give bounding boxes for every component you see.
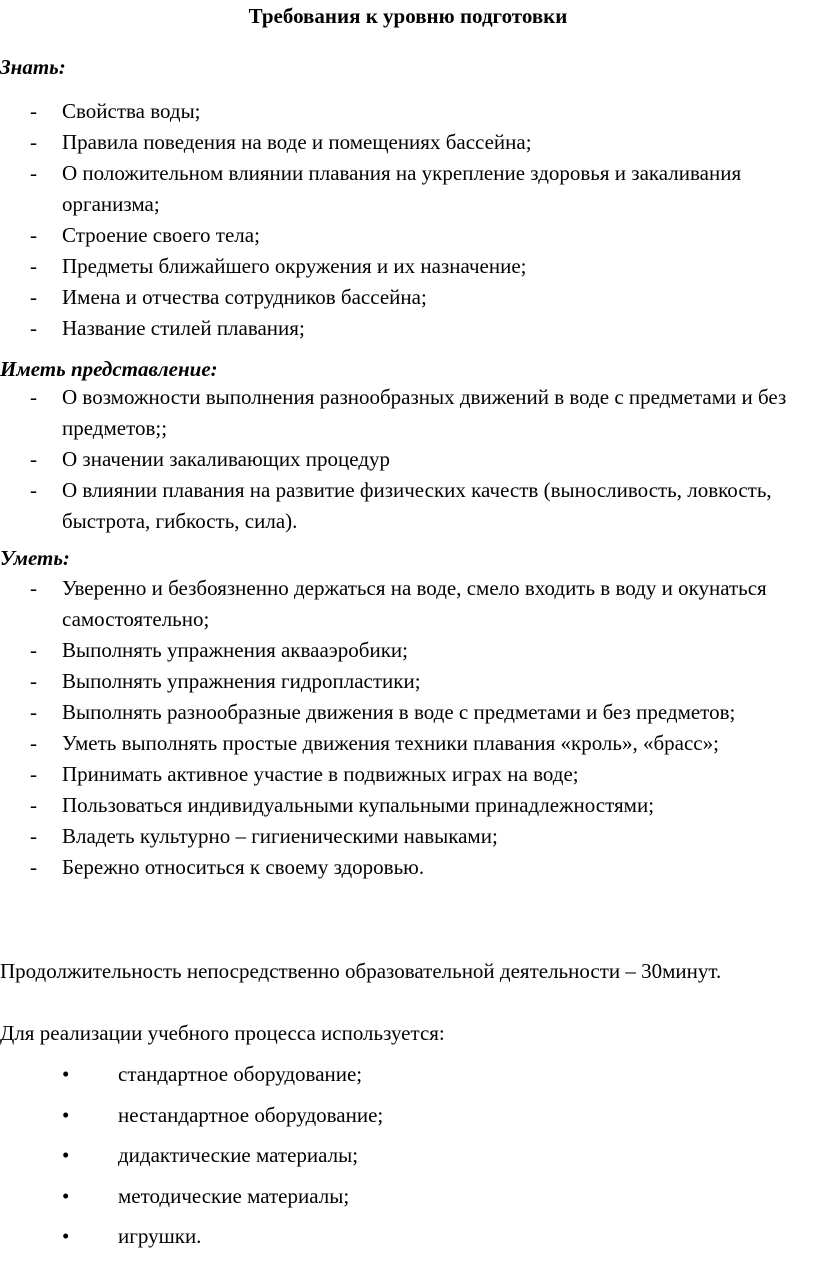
list-item: - Уверенно и безбоязненно держаться на воде, смело входить в воду и окунаться самостоятельно;	[0, 573, 800, 635]
list-item: • дидактические материалы;	[0, 1142, 383, 1168]
know-list	[0, 96, 800, 344]
equipment-list	[0, 1061, 383, 1264]
list-item: - Выполнять разнообразные движения в воде с предметами и без предметов;	[0, 697, 800, 728]
section-heading-can: Уметь:	[0, 546, 70, 570]
idea-list	[0, 382, 800, 537]
list-item: • игрушки.	[0, 1223, 383, 1249]
list-item: - Свойства воды;	[0, 96, 800, 127]
list-item: - О возможности выполнения разнообразных движений в воде с предметами и без предметов;;	[0, 382, 800, 444]
list-item: - Принимать активное участие в подвижных играх на воде;	[0, 759, 800, 790]
can-list	[0, 573, 800, 883]
list-item: - Выполнять упражнения гидропластики;	[0, 666, 800, 697]
process-paragraph: Для реализации учебного процесса используется:	[0, 1021, 445, 1045]
list-item: - Уметь выполнять простые движения техники плавания «кроль», «брасс»;	[0, 728, 800, 759]
section-heading-know: Знать:	[0, 55, 66, 79]
page-title: Требования к уровню подготовки	[248, 4, 568, 28]
list-item: - О влиянии плавания на развитие физических качеств (выносливость, ловкость, быстрота, гибкость, сила).	[0, 475, 800, 537]
section-heading-idea: Иметь представление:	[0, 357, 218, 381]
list-item: - Строение своего тела;	[0, 220, 800, 251]
list-item: - Пользоваться индивидуальными купальными принадлежностями;	[0, 790, 800, 821]
list-item: - Название стилей плавания;	[0, 313, 800, 344]
list-item: - Правила поведения на воде и помещениях бассейна;	[0, 127, 800, 158]
list-item: • нестандартное оборудование;	[0, 1102, 383, 1128]
list-item: • методические материалы;	[0, 1183, 383, 1209]
list-item: - Имена и отчества сотрудников бассейна;	[0, 282, 800, 313]
list-item: - Бережно относиться к своему здоровью.	[0, 852, 800, 883]
duration-paragraph: Продолжительность непосредственно образовательной деятельности – 30минут.	[0, 959, 722, 983]
list-item: - О положительном влиянии плавания на укрепление здоровья и закаливания организма;	[0, 158, 800, 220]
list-item: - Предметы ближайшего окружения и их назначение;	[0, 251, 800, 282]
list-item: - О значении закаливающих процедур	[0, 444, 800, 475]
list-item: - Владеть культурно – гигиеническими навыками;	[0, 821, 800, 852]
list-item: - Выполнять упражнения аквааэробики;	[0, 635, 800, 666]
list-item: • стандартное оборудование;	[0, 1061, 383, 1087]
